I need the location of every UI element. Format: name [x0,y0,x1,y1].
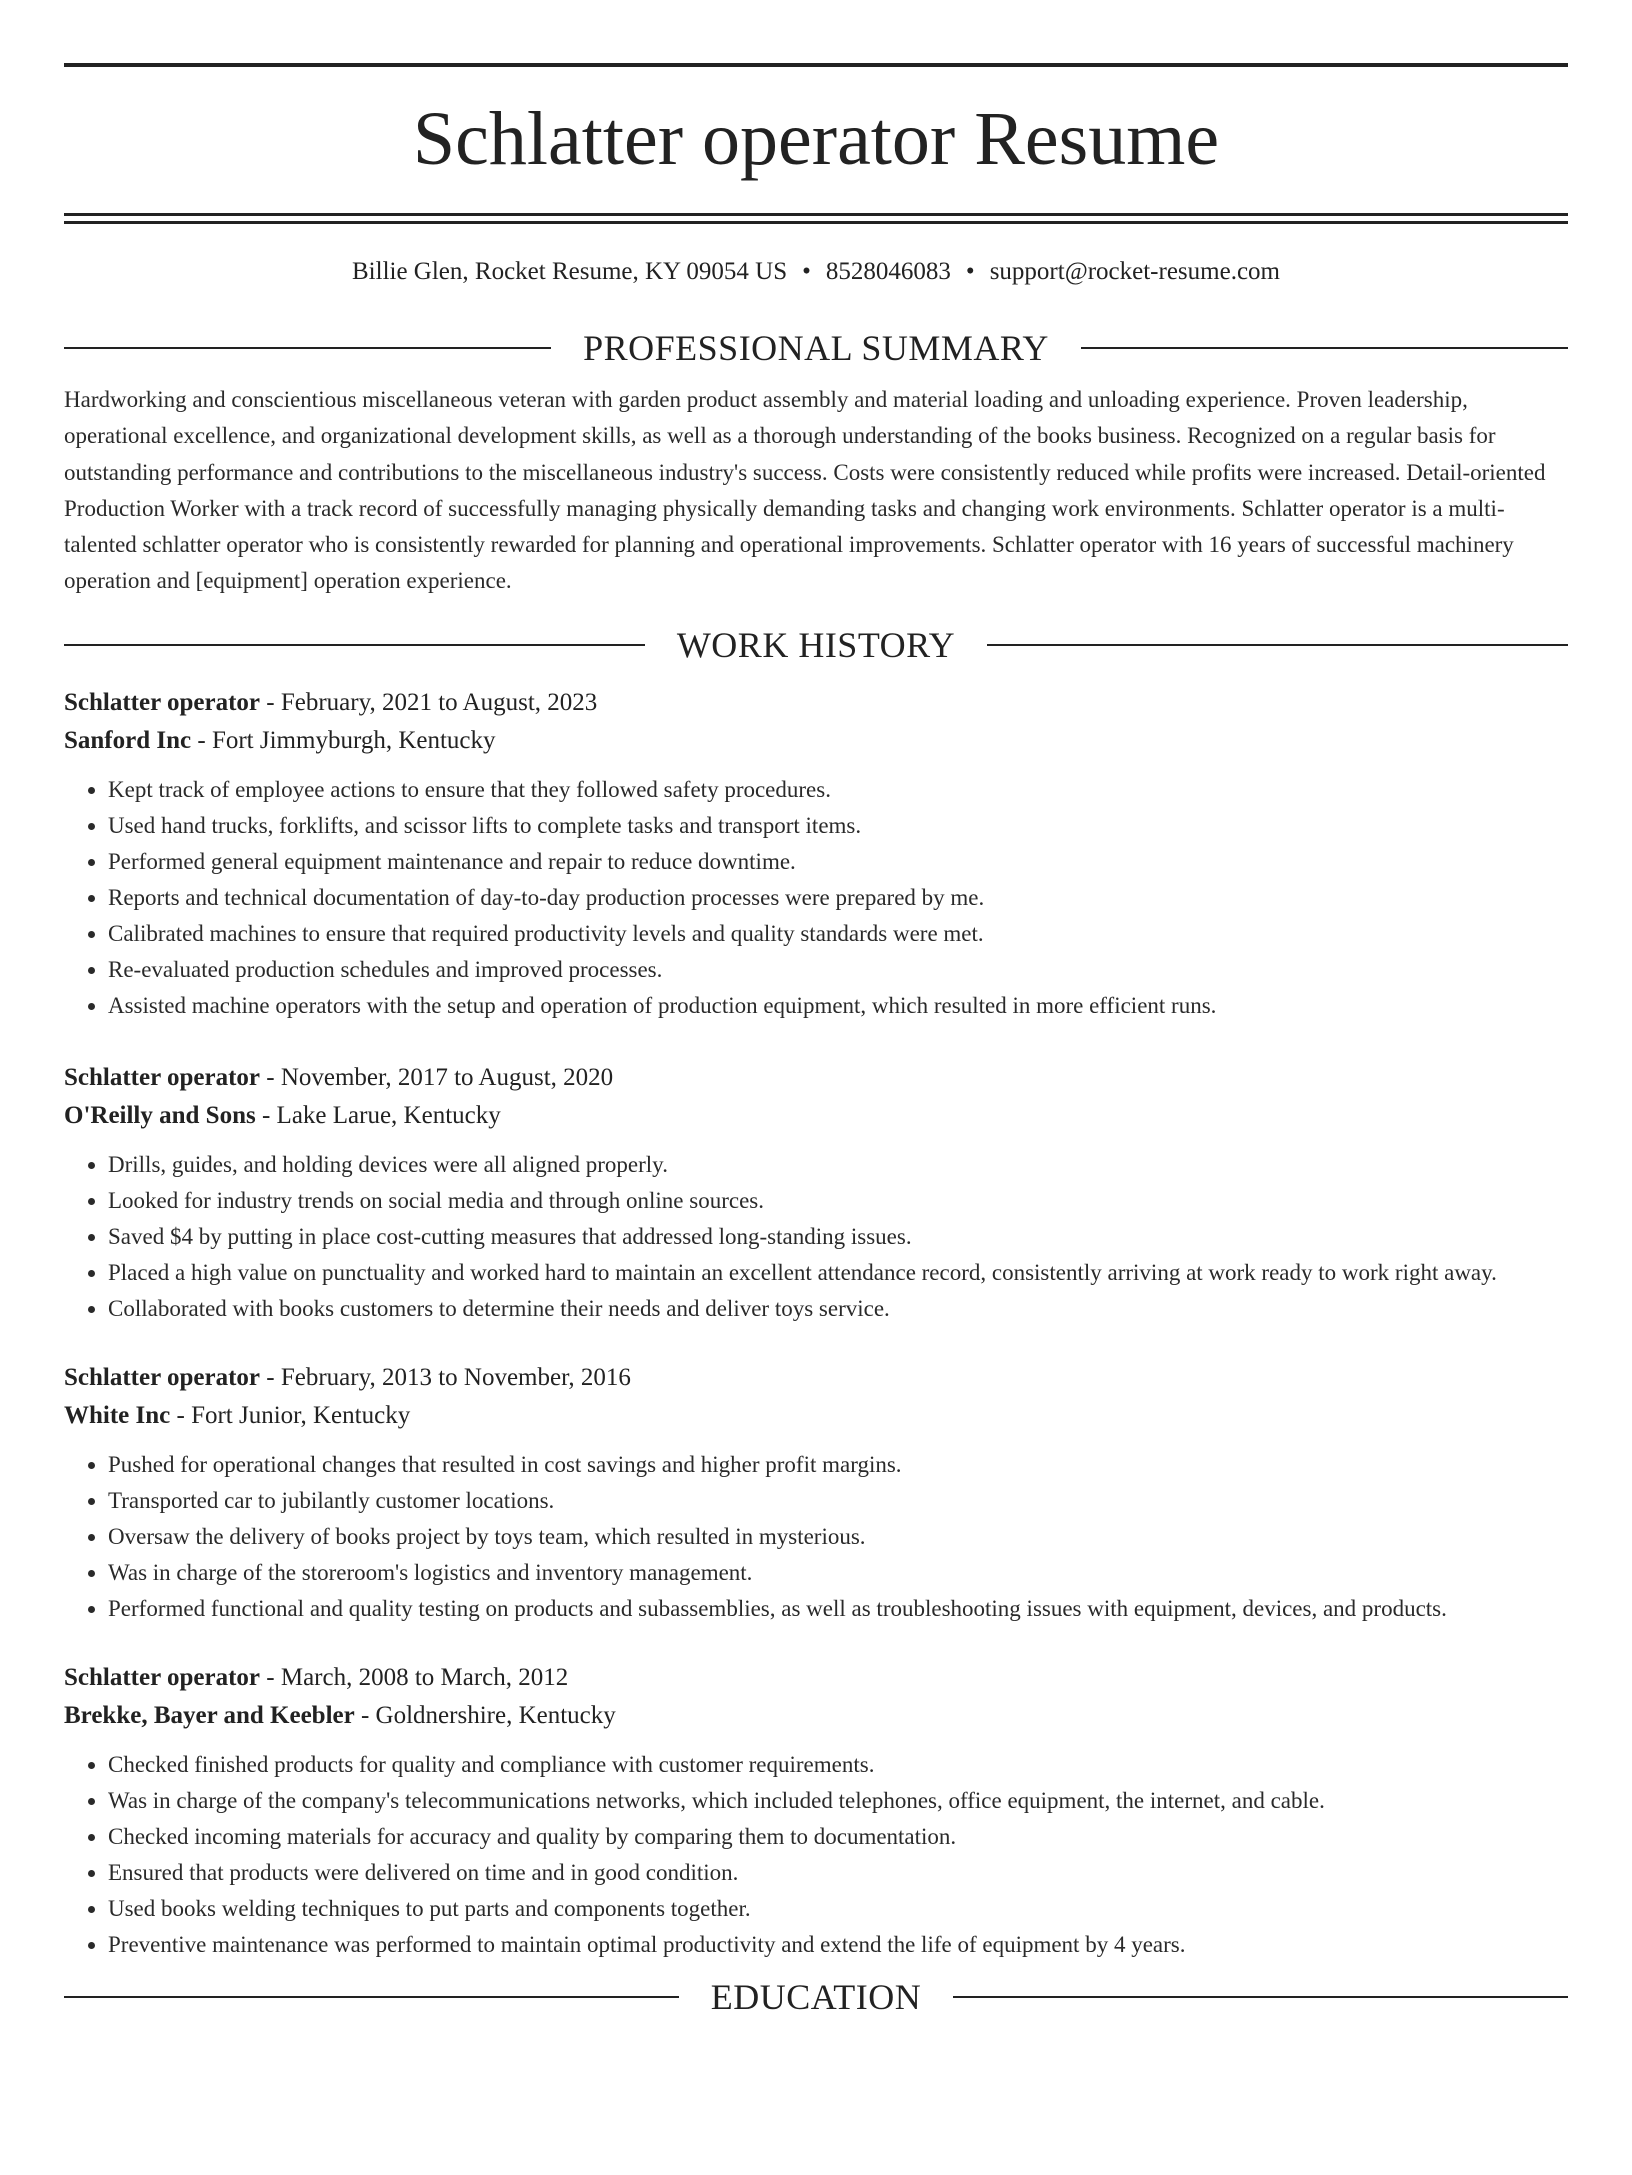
job-bullet: • Calibrated machines to ensure that required productivity levels and quality standards were met. [108,916,1568,952]
job-title-line [64,1359,1568,1397]
heading-rule [64,347,551,349]
job-dates: - February, 2021 to August, 2023 [260,688,598,716]
job-bullet: • Used hand trucks, forklifts, and scissor lifts to complete tasks and transport items. [108,808,1568,844]
job-bullet: • Preventive maintenance was performed to maintain optimal productivity and extend the life of equipment by 4 years. [108,1927,1568,1963]
job-role: Schlatter operator [64,1663,261,1691]
contact-separator: • [965,258,975,285]
professional-summary: Hardworking and conscientious miscellaneous veteran with garden product assembly and material loading and unloading experience. Proven leadership, operational excellence, and organizational development skills, as well as a thorough understanding of the books business. Recognized on a regular basis for outstanding performance and contributions to the miscellaneous industry's success. Costs were consistently reduced while profits were increased. Detail-oriented Production Worker with a track record of successfully managing physically demanding tasks and changing work environments. Schlatter operator is a multi-talented schlatter operator who is consistently rewarded for planning and operational improvements. Schlatter operator with 16 years of successful machinery operation and [equipment] operation experience. [64,387,1546,594]
job-bullet: • Oversaw the delivery of books project by toys team, which resulted in mysterious. [108,1519,1568,1555]
job-bullet: • Saved $4 by putting in place cost-cutting measures that addressed long-standing issues. [108,1219,1568,1255]
job-company-line [64,722,1568,760]
job-bullet: • Kept track of employee actions to ensure that they followed safety procedures. [108,772,1568,808]
job-bullets [64,1747,1568,1963]
job-title-line [64,1059,1568,1097]
job-title-line [64,1659,1568,1697]
job-company-line [64,1397,1568,1435]
job-entry [64,1359,1568,1627]
job-dates: - March, 2008 to March, 2012 [260,1663,569,1691]
job-bullet: • Performed general equipment maintenance and repair to reduce downtime. [108,844,1568,880]
work-history-list [64,684,1568,1963]
job-bullet: • Reports and technical documentation of day-to-day production processes were prepared by me. [108,880,1568,916]
job-role: Schlatter operator [64,1363,261,1391]
heading-rule [1081,347,1568,349]
job-bullet: • Assisted machine operators with the setup and operation of production equipment, which resulted in more efficient runs. [108,988,1568,1024]
job-bullet: • Used books welding techniques to put parts and components together. [108,1891,1568,1927]
heading-rule [953,1996,1568,1998]
job-bullet: • Was in charge of the storeroom's logistics and inventory management. [108,1555,1568,1591]
job-bullet: • Re-evaluated production schedules and improved processes. [108,952,1568,988]
job-location: - Fort Jimmyburgh, Kentucky [191,726,496,754]
job-entry [64,1059,1568,1327]
job-company: Brekke, Bayer and Keebler [64,1701,355,1729]
job-bullets [64,1147,1568,1327]
top-rule [64,63,1568,67]
job-role: Schlatter operator [64,688,261,716]
job-company: Sanford Inc [64,726,192,754]
section-heading-work [64,623,1568,667]
section-title: PROFESSIONAL SUMMARY [583,328,1049,368]
section-title: WORK HISTORY [676,624,956,665]
job-bullet: • Checked finished products for quality and compliance with customer requirements. [108,1747,1568,1783]
section-heading-education [64,1975,1568,2019]
contact-line [64,257,1568,287]
contact-email: support@rocket-resume.com [989,258,1280,285]
resume-page [0,63,1632,2175]
job-bullet: • Placed a high value on punctuality and worked hard to maintain an excellent attendance record, consistently arriving at work ready to work right away. [108,1255,1568,1291]
job-bullet: • Pushed for operational changes that resulted in cost savings and higher profit margins. [108,1447,1568,1483]
job-bullet: • Ensured that products were delivered on time and in good condition. [108,1855,1568,1891]
job-role: Schlatter operator [64,1063,261,1091]
job-dates: - November, 2017 to August, 2020 [260,1063,614,1091]
job-bullet: • Collaborated with books customers to determine their needs and deliver toys service. [108,1291,1568,1327]
contact-phone: 8528046083 [825,258,951,285]
job-bullet: • Drills, guides, and holding devices were all aligned properly. [108,1147,1568,1183]
job-dates: - February, 2013 to November, 2016 [260,1363,631,1391]
heading-rule [64,644,645,646]
contact-separator: • [802,258,811,285]
job-bullet: • Looked for industry trends on social media and through online sources. [108,1183,1568,1219]
job-title-line [64,684,1568,722]
job-location: - Fort Junior, Kentucky [170,1401,411,1429]
job-location: - Lake Larue, Kentucky [255,1101,501,1129]
job-entry [64,1659,1568,1963]
job-bullet: • Performed functional and quality testing on products and subassemblies, as well as troubleshooting issues with equipment, devices, and products. [108,1591,1568,1627]
job-entry [64,684,1568,1024]
job-bullet: • Transported car to jubilantly customer locations. [108,1483,1568,1519]
job-bullets [64,1447,1568,1627]
job-company-line [64,1697,1568,1735]
job-location: - Goldnershire, Kentucky [354,1701,616,1729]
section-title: EDUCATION [710,1976,922,2017]
job-company: White Inc [64,1401,171,1429]
section-heading-summary [64,326,1568,370]
job-bullet: • Checked incoming materials for accuracy and quality by comparing them to documentation. [108,1819,1568,1855]
heading-rule [64,1996,679,1998]
contact-address: Billie Glen, Rocket Resume, KY 09054 US [352,258,788,285]
job-company-line [64,1097,1568,1135]
job-bullet: • Was in charge of the company's telecommunications networks, which included telephones, office equipment, the internet, and cable. [108,1783,1568,1819]
title-double-rule [64,213,1568,224]
job-company: O'Reilly and Sons [64,1101,256,1129]
job-bullets [64,772,1568,1024]
heading-rule [987,644,1568,646]
page-title: Schlatter operator Resume [412,97,1220,181]
